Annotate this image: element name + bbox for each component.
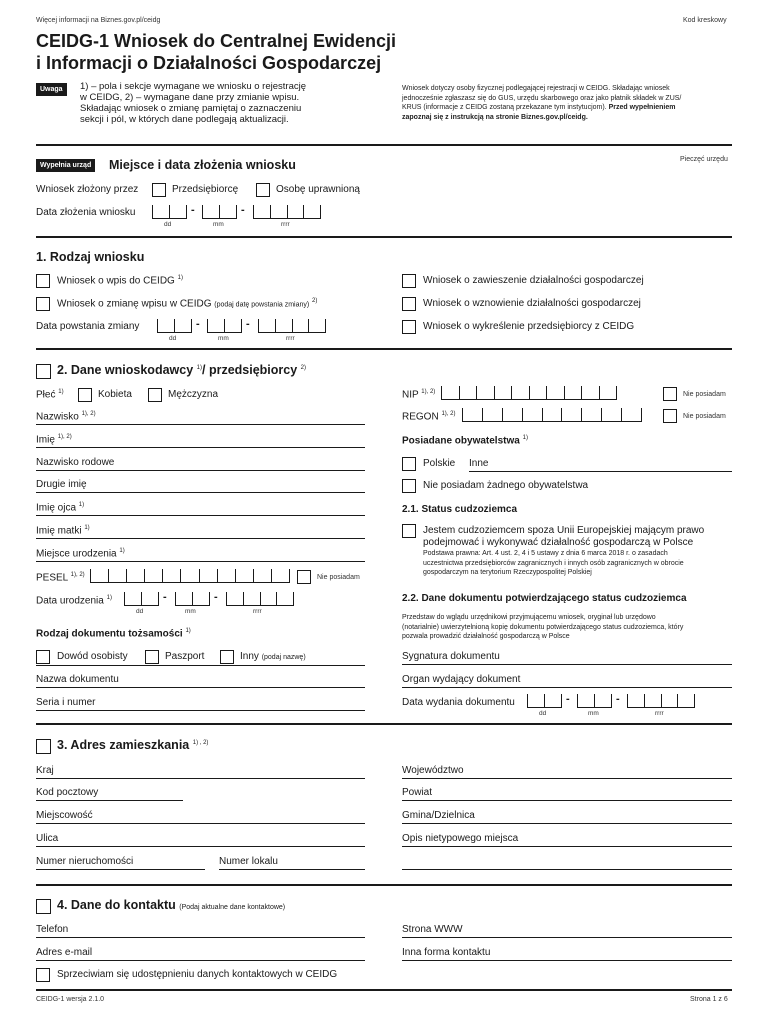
female-label: Kobieta xyxy=(98,389,132,400)
female-checkbox[interactable] xyxy=(78,388,92,402)
office-badge: Wypełnia urząd xyxy=(36,159,95,172)
id-card-checkbox[interactable] xyxy=(36,650,50,664)
change-date-label: Data powstania zmiany xyxy=(36,321,140,332)
birth-month-field[interactable] xyxy=(175,592,210,606)
county-field[interactable] xyxy=(402,800,732,801)
month-hint: mm xyxy=(218,335,229,342)
other-contact-field[interactable] xyxy=(402,960,732,961)
section1-title: 1. Rodzaj wniosku xyxy=(36,250,145,264)
entrepreneur-checkbox[interactable] xyxy=(152,183,166,197)
birth-year-field[interactable] xyxy=(226,592,294,606)
submission-month-field[interactable] xyxy=(202,205,237,219)
year-hint: rrrr xyxy=(281,221,290,228)
submitted-by-label: Wniosek złożony przez xyxy=(36,184,139,195)
other-contact-label: Inna forma kontaktu xyxy=(402,947,491,958)
doc-number-field[interactable] xyxy=(36,710,365,711)
year-hint: rrrr xyxy=(286,335,295,342)
more-info-link[interactable]: Więcej informacji na Biznes.gov.pl/ceidg xyxy=(36,17,161,24)
postal-code-label: Kod pocztowy xyxy=(36,787,99,798)
other-doc-label: Inny (podaj nazwę) xyxy=(240,651,306,662)
divider xyxy=(36,884,732,886)
foreigner-doc-title: 2.2. Dane dokumentu potwierdzającego status cudzoziemca xyxy=(402,593,687,604)
doc-name-field[interactable] xyxy=(36,687,365,688)
nip-label: NIP $^{1), 2)}$ xyxy=(402,389,436,401)
nip-field[interactable] xyxy=(441,386,617,400)
change-month-field[interactable] xyxy=(207,319,242,333)
country-label: Kraj xyxy=(36,765,54,776)
gender-label: Płeć $^{1)}$ xyxy=(36,389,64,401)
regon-label: REGON $^{1), 2)}$ xyxy=(402,411,456,423)
month-hint: mm xyxy=(185,608,196,615)
doc-signature-label: Sygnatura dokumentu xyxy=(402,651,500,662)
regon-none-label: Nie posiadam xyxy=(683,413,726,420)
unusual-place-field[interactable] xyxy=(402,846,732,847)
citizenship-label: Posiadane obywatelstwa $^{1)}$ xyxy=(402,435,528,447)
foreigner-label: Jestem cudzoziemcem spoza Unii Europejskiej mającym prawo podejmować i wykonywać działalność gospodarczą w Polsce xyxy=(423,525,705,548)
maiden-name-label: Nazwisko rodowe xyxy=(36,457,115,468)
issue-day-field[interactable] xyxy=(527,694,562,708)
voivodeship-field[interactable] xyxy=(402,778,732,779)
building-number-label: Numer nieruchomości xyxy=(36,856,134,867)
office-title: Miejsce i data złożenia wniosku xyxy=(109,158,296,172)
issue-month-field[interactable] xyxy=(577,694,612,708)
section2-title: 2. Dane wnioskodawcy $^{1)}$/ przedsiębiorcy $^{2)}$ xyxy=(57,363,307,377)
entrepreneur-label: Przedsiębiorcę xyxy=(172,184,239,195)
year-hint: rrrr xyxy=(253,608,262,615)
pesel-none-label: Nie posiadam xyxy=(317,574,360,581)
no-citizenship-label: Nie posiadam żadnego obywatelstwa xyxy=(423,480,589,491)
father-name-label: Imię ojca $^{1)}$ xyxy=(36,502,85,514)
birth-day-field[interactable] xyxy=(124,592,159,606)
mother-name-label: Imię matki $^{1)}$ xyxy=(36,525,90,537)
passport-label: Paszport xyxy=(165,651,205,662)
divider xyxy=(36,144,732,146)
surname-field[interactable] xyxy=(36,424,365,425)
first-name-label: Imię $^{1), 2)}$ xyxy=(36,434,72,446)
unusual-place-field-2[interactable] xyxy=(402,869,732,870)
section3-checkbox[interactable] xyxy=(36,739,51,754)
street-label: Ulica xyxy=(36,833,59,844)
day-hint: dd xyxy=(164,221,172,228)
first-name-field[interactable] xyxy=(36,447,365,448)
divider xyxy=(36,723,732,725)
birth-date-label: Data urodzenia $^{1)}$ xyxy=(36,595,112,607)
foreigner-checkbox[interactable] xyxy=(402,524,416,538)
form-title-line2: i Informacji o Działalności Gospodarczej xyxy=(36,53,382,73)
surname-label: Nazwisko $^{1), 2)}$ xyxy=(36,411,96,423)
form-title-line1: CEIDG-1 Wniosek do Centralnej Ewidencji xyxy=(36,31,397,51)
doc-name-label: Nazwa dokumentu xyxy=(36,674,119,685)
regon-none-checkbox[interactable] xyxy=(663,409,677,423)
issuing-authority-label: Organ wydający dokument xyxy=(402,674,521,685)
resumption-label: Wniosek o wznowienie działalności gospodarczej xyxy=(423,298,641,309)
contact-objection-checkbox[interactable] xyxy=(36,968,50,982)
pesel-label: PESEL $^{1), 2)}$ xyxy=(36,572,85,584)
other-citizenship-field[interactable] xyxy=(469,471,732,472)
month-hint: mm xyxy=(588,710,599,717)
website-label: Strona WWW xyxy=(402,924,463,935)
issue-date-label: Data wydania dokumentu xyxy=(402,697,515,708)
locality-field[interactable] xyxy=(36,823,365,824)
polish-checkbox[interactable] xyxy=(402,457,416,471)
uwaga-text: 1) – pola i sekcje wymagane we wniosku o rejestrację w CEIDG, 2) – wymagane dane przy zmianie wpisu. Składając wniosek o zmianę pamiętaj o zaznaczeniu sekcji i pól, w których dane podlegają aktualizacji. xyxy=(80,81,306,125)
legal-basis-note: Podstawa prawna: Art. 4 ust. 2, 4 i 5 ustawy z dnia 6 marca 2018 r. o zasadach uczestnictwa przedsiębiorców zagranicznych i innych osób zagranicznych w obrocie gospodarczym na terytorium Rzeczypospolitej Polskiej xyxy=(423,550,684,576)
second-name-field[interactable] xyxy=(36,492,365,493)
pesel-field[interactable] xyxy=(90,569,290,583)
section4-title: 4. Dane do kontaktu (Podaj aktualne dane kontaktowe) xyxy=(57,898,286,912)
submission-day-field[interactable] xyxy=(152,205,187,219)
divider xyxy=(36,236,732,238)
apartment-number-label: Numer lokalu xyxy=(219,856,278,867)
authorized-label: Osobę uprawnioną xyxy=(276,184,360,195)
foreigner-doc-note: Przedstaw do wglądu urzędnikowi przyjmującemu wniosek, oryginał lub urzędowo (notarialnie) uwierzytelnioną kopię dokumentu potwierdzającego status cudzoziemca, który pozwala prowadzić działalność gospodarczą w Polsce xyxy=(402,614,684,640)
divider xyxy=(36,348,732,350)
uwaga-badge: Uwaga xyxy=(36,83,67,96)
no-citizenship-checkbox[interactable] xyxy=(402,479,416,493)
county-label: Powiat xyxy=(402,787,433,798)
doc-type-underline xyxy=(36,665,365,666)
other-citizenship-label: Inne xyxy=(469,458,489,469)
barcode-label: Kod kreskowy xyxy=(683,17,727,24)
registration-label: Wniosek o wpis do CEIDG $^{1)}$ xyxy=(57,275,183,287)
website-field[interactable] xyxy=(402,937,732,938)
submission-date-label: Data złożenia wniosku xyxy=(36,207,136,218)
apartment-number-field[interactable] xyxy=(219,869,365,870)
regon-field[interactable] xyxy=(462,408,642,422)
foreigner-status-title: 2.1. Status cudzoziemca xyxy=(402,504,518,515)
birthplace-field[interactable] xyxy=(36,561,365,562)
unusual-place-label: Opis nietypowego miejsca xyxy=(402,833,519,844)
polish-label: Polskie xyxy=(423,458,456,469)
suspension-checkbox[interactable] xyxy=(402,274,416,288)
nip-none-label: Nie posiadam xyxy=(683,391,726,398)
pesel-none-checkbox[interactable] xyxy=(297,570,311,584)
resumption-checkbox[interactable] xyxy=(402,297,416,311)
day-hint: dd xyxy=(539,710,547,717)
father-name-field[interactable] xyxy=(36,515,365,516)
postal-code-field[interactable] xyxy=(36,800,183,801)
phone-field[interactable] xyxy=(36,937,365,938)
phone-label: Telefon xyxy=(36,924,69,935)
second-name-label: Drugie imię xyxy=(36,479,87,490)
maiden-name-field[interactable] xyxy=(36,470,365,471)
locality-label: Miejscowość xyxy=(36,810,93,821)
nip-none-checkbox[interactable] xyxy=(663,387,677,401)
birthplace-label: Miejsce urodzenia $^{1)}$ xyxy=(36,548,125,560)
doc-signature-field[interactable] xyxy=(402,664,732,665)
month-hint: mm xyxy=(213,221,224,228)
email-label: Adres e-mail xyxy=(36,947,93,958)
passport-checkbox[interactable] xyxy=(145,650,159,664)
page-number: Strona 1 z 6 xyxy=(690,996,728,1003)
voivodeship-label: Województwo xyxy=(402,765,464,776)
section2-checkbox[interactable] xyxy=(36,364,51,379)
male-label: Mężczyzna xyxy=(168,389,219,400)
commune-field[interactable] xyxy=(402,823,732,824)
contact-objection-label: Sprzeciwiam się udostępnieniu danych kontaktowych w CEIDG xyxy=(57,969,338,980)
id-card-label: Dowód osobisty xyxy=(57,651,128,662)
deletion-label: Wniosek o wykreślenie przedsiębiorcy z CEIDG xyxy=(423,321,635,332)
issuing-authority-field[interactable] xyxy=(402,687,732,688)
change-label: Wniosek o zmianę wpisu w CEIDG (podaj datę powstania zmiany) $^{2)}$ xyxy=(57,298,318,310)
change-checkbox[interactable] xyxy=(36,297,50,311)
section3-title: 3. Adres zamieszkania $^{1) , 2)}$ xyxy=(57,738,209,752)
other-doc-checkbox[interactable] xyxy=(220,650,234,664)
stamp-label: Pieczęć urzędu xyxy=(680,156,728,163)
id-doc-type-label: Rodzaj dokumentu tożsamości $^{1)}$ xyxy=(36,628,191,640)
divider xyxy=(36,989,732,991)
suspension-label: Wniosek o zawieszenie działalności gospodarczej xyxy=(423,275,644,286)
day-hint: dd xyxy=(169,335,177,342)
authorized-checkbox[interactable] xyxy=(256,183,270,197)
registration-checkbox[interactable] xyxy=(36,274,50,288)
building-number-field[interactable] xyxy=(36,869,205,870)
issue-year-field[interactable] xyxy=(627,694,695,708)
male-checkbox[interactable] xyxy=(148,388,162,402)
deletion-checkbox[interactable] xyxy=(402,320,416,334)
email-field[interactable] xyxy=(36,960,365,961)
year-hint: rrrr xyxy=(655,710,664,717)
commune-label: Gmina/Dzielnica xyxy=(402,810,475,821)
doc-number-label: Seria i numer xyxy=(36,697,96,708)
change-year-field[interactable] xyxy=(258,319,326,333)
form-version: CEIDG-1 wersja 2.1.0 xyxy=(36,996,105,1003)
submission-year-field[interactable] xyxy=(253,205,321,219)
day-hint: dd xyxy=(136,608,144,615)
section4-checkbox[interactable] xyxy=(36,899,51,914)
street-field[interactable] xyxy=(36,846,365,847)
info-text: Wniosek dotyczy osoby fizycznej podlegającej rejestracji w CEIDG. Składając wniosek jednocześnie zgłaszasz się do GUS, urzędu skarbowego oraz jako płatnik składek w ZUS/ KRUS (informacje z CEIDG zostaną przekazane tym instytucjom). Przed wypełnieniem zapoznaj się z instrukcją na stronie Biznes.gov.pl/ceidg. xyxy=(402,85,682,121)
mother-name-field[interactable] xyxy=(36,538,365,539)
change-day-field[interactable] xyxy=(157,319,192,333)
country-field[interactable] xyxy=(36,778,365,779)
